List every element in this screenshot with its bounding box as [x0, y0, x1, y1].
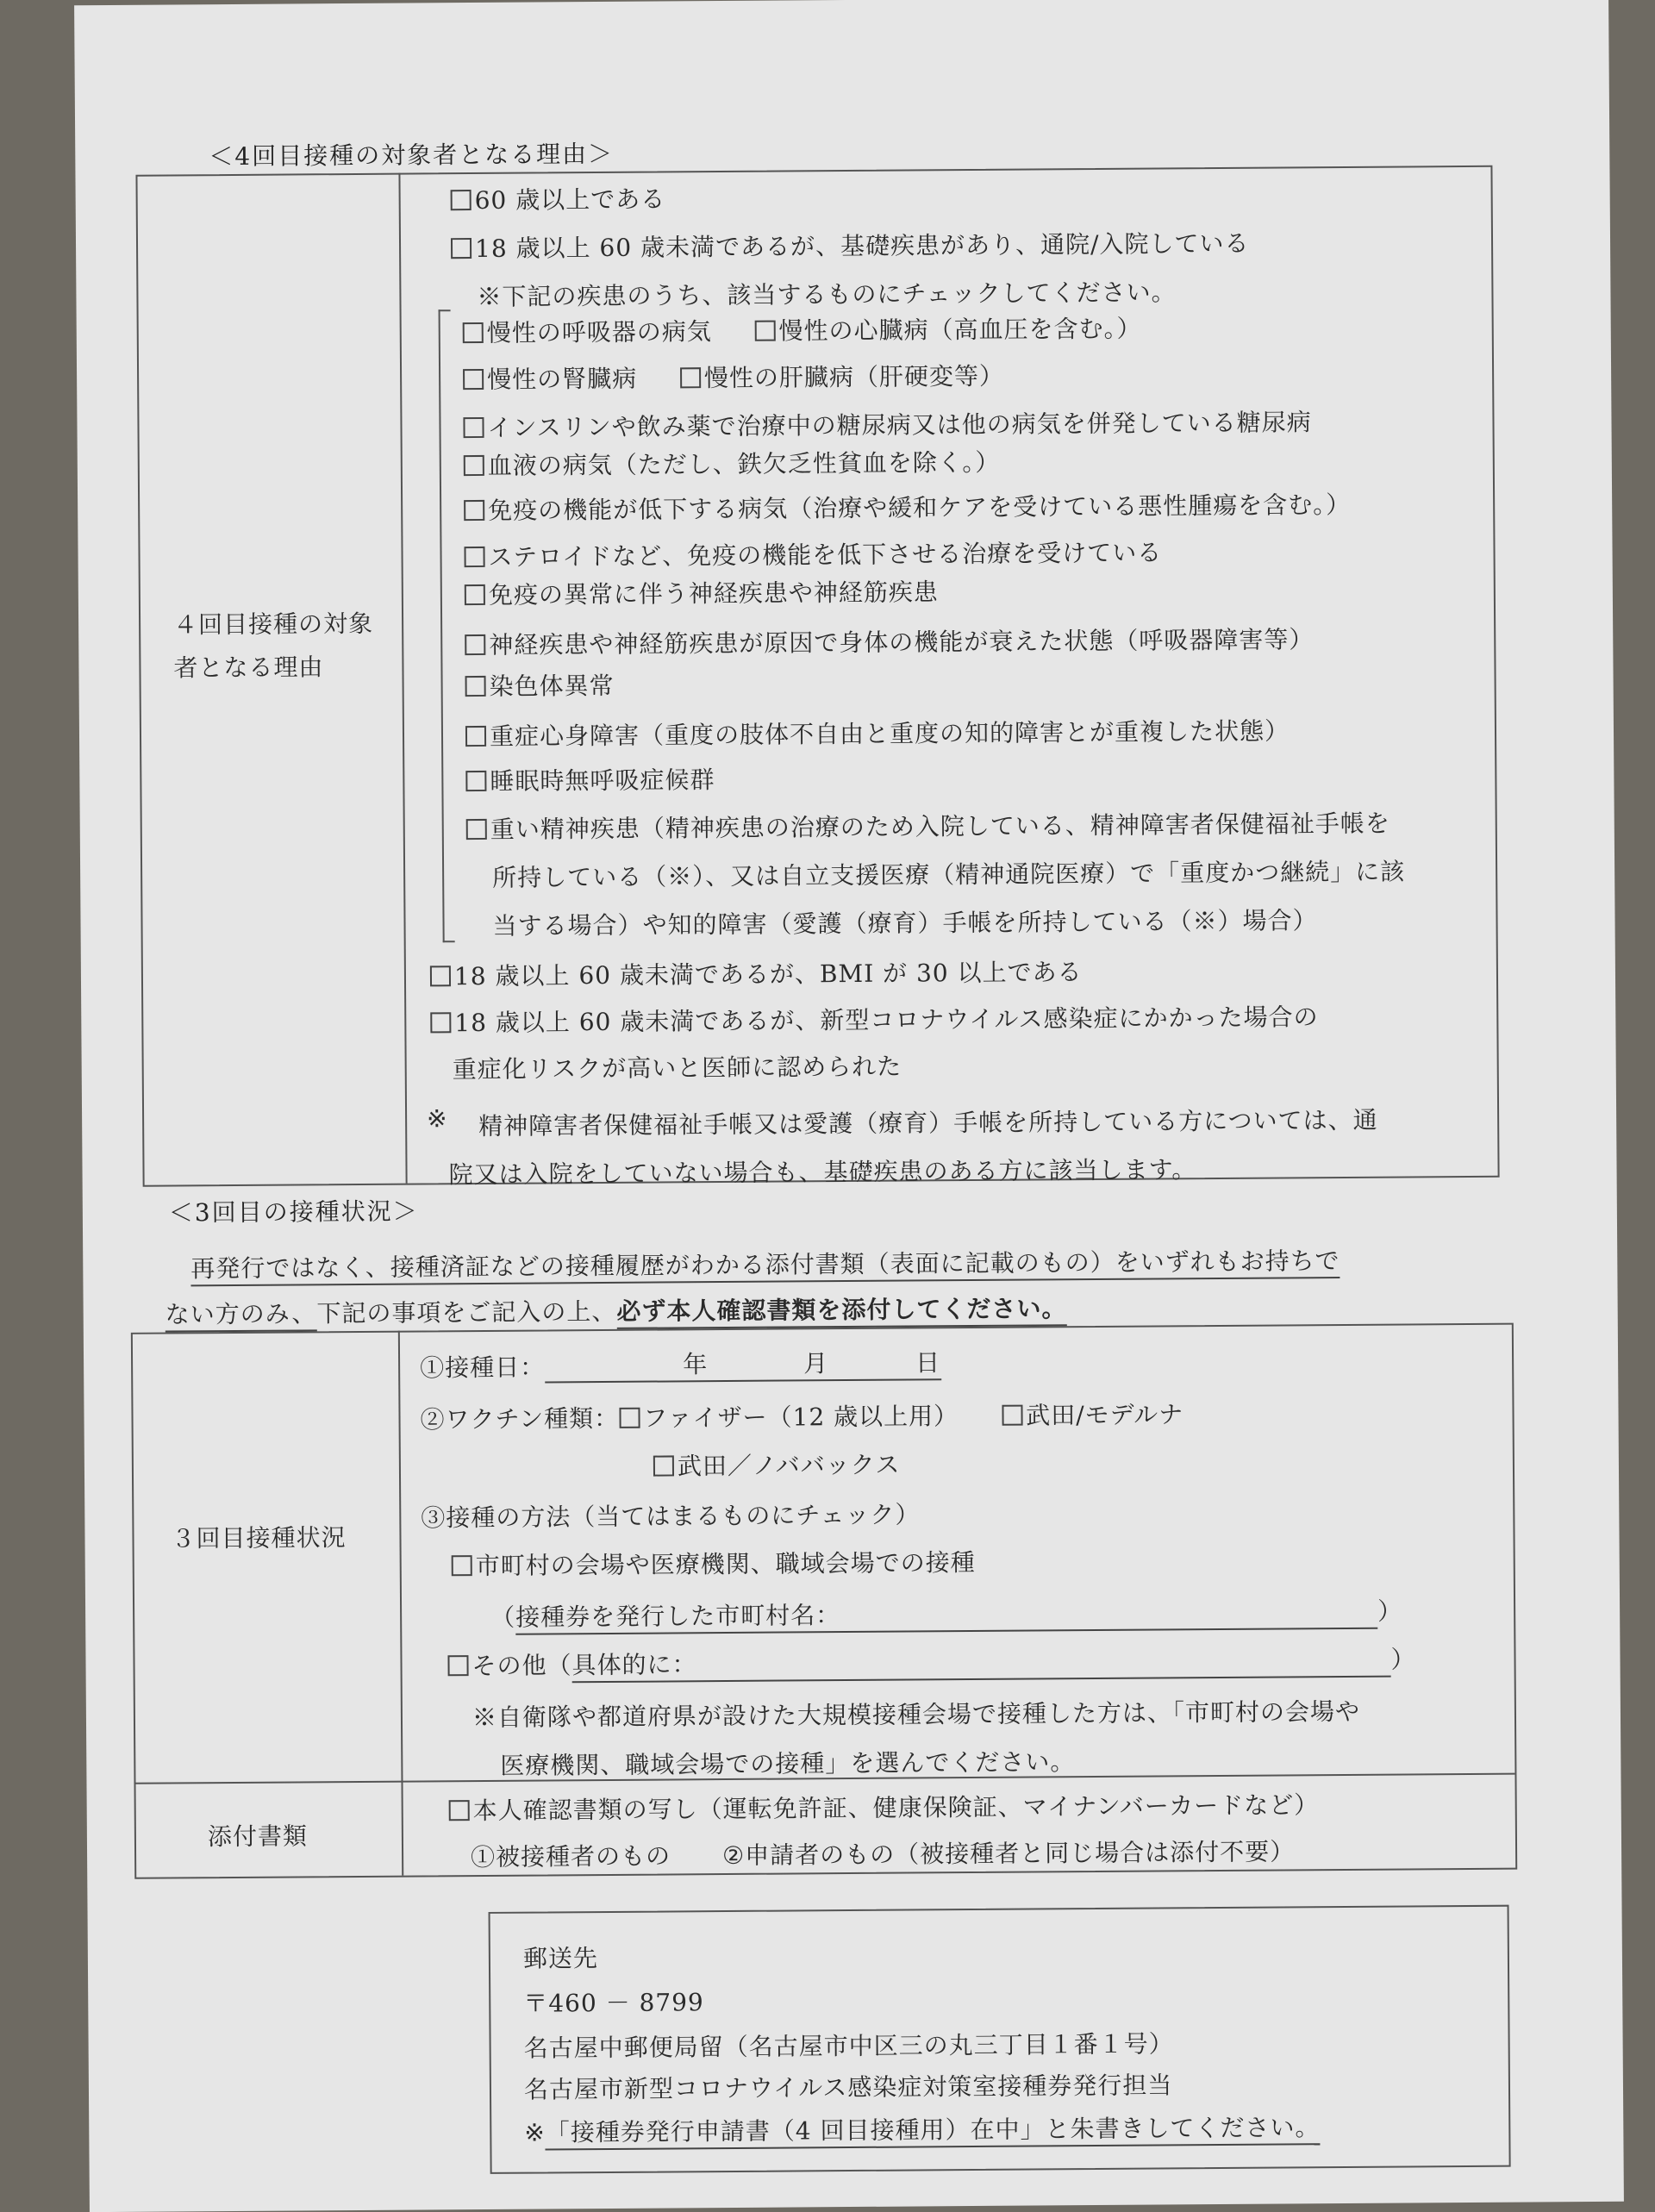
mailing-note-text: 「接種券発行申請書（4 回目接種用）在中」と朱書きしてください。 [546, 2109, 1321, 2150]
date-month-label: 月 [803, 1349, 829, 1378]
disease-row-12 [466, 805, 1390, 846]
attach-label: 添付書類 [207, 1821, 309, 1852]
disease-row-11 [465, 761, 715, 797]
option-age60 [451, 180, 666, 216]
attach-line1-label: 本人確認書類の写し（運転免許証、健康保険証、マイナンバーカードなど） [472, 1790, 1320, 1826]
disease-steroid-label: ステロイドなど、免疫の機能を低下させる治療を受けている [488, 538, 1163, 572]
vaccine-moderna-label: 武田/モデルナ [1026, 1400, 1184, 1430]
mailing-office: 名古屋中郵便局留（名古屋市中区三の丸三丁目１番１号） [523, 2029, 1174, 2063]
checkbox-id-copy[interactable] [449, 1800, 470, 1821]
intro-line2-underlined: ない方のみ、 [166, 1295, 317, 1332]
disease-row-7 [465, 573, 939, 611]
checkbox-method-other[interactable] [447, 1655, 468, 1676]
disease-chromosome-label: 染色体異常 [489, 671, 615, 701]
disease-row-6 [464, 534, 1162, 573]
checkbox-age60[interactable] [451, 190, 472, 210]
checkbox-steroid[interactable] [464, 547, 484, 567]
section2-intro-line1 [190, 1242, 1340, 1286]
disease-row-10 [465, 712, 1290, 753]
reasons-label-line2: 者となる理由 [173, 653, 324, 683]
vaccine-label: ②ワクチン種類： [420, 1403, 620, 1434]
mailing-title: 郵送先 [522, 1944, 599, 1973]
attach-applicant: ②申請者のもの（被接種者と同じ場合は添付不要） [721, 1837, 1296, 1871]
footnote-line2: 院又は入院をしていない場合も、基礎疾患のある方に該当します。 [448, 1155, 1197, 1190]
intro-line1-text: 再発行ではなく、接種済証などの接種履歴がわかる添付書類（表面に記載のもの）をいずれもお持ちで [190, 1242, 1340, 1286]
paren-close: ） [1377, 1597, 1403, 1626]
vaccine-pfizer-label: ファイザー（12 歳以上用） [643, 1402, 959, 1433]
disease-mental-line1: 重い精神疾患（精神疾患の治療のため入院している、精神障害者保健福祉手帳を [490, 809, 1390, 844]
disease-check-note: ※下記の疾患のうち、該当するものにチェックしてください。 [477, 278, 1177, 311]
checkbox-chromosome[interactable] [465, 676, 486, 697]
checkbox-basic-disease[interactable] [451, 238, 472, 259]
checkbox-respiratory[interactable] [463, 322, 484, 343]
option-age60-label: 60 歳以上である [474, 184, 666, 216]
method-note-line2: 医療機関、職域会場での接種」を選んでください。 [500, 1747, 1076, 1780]
method-other-label: その他（ [472, 1651, 572, 1681]
municipal-name-label: 接種券を発行した市町村名： [515, 1601, 841, 1632]
checkbox-immune-neuro[interactable] [465, 584, 485, 605]
footnote-mark: ※ [426, 1104, 448, 1134]
disease-immune-low-label: 免疫の機能が低下する病気（治療や緩和ケアを受けている悪性腫瘍を含む。） [488, 490, 1352, 525]
option-basic-disease-label: 18 歳以上 60 歳未満であるが、基礎疾患があり、通院/入院している [474, 228, 1250, 264]
checkbox-bmi[interactable] [430, 965, 451, 986]
checkbox-sleep-apnea[interactable] [465, 771, 486, 791]
option-risk-line1: 18 歳以上 60 歳未満であるが、新型コロナウイルス感染症にかかった場合の [454, 1003, 1319, 1038]
attach-recipient: ①被接種者のもの [470, 1841, 671, 1872]
checkbox-diabetes[interactable] [463, 417, 484, 438]
disease-mental-line3: 当する場合）や知的障害（愛護（療育）手帳を所持している（※）場合） [492, 906, 1318, 940]
date-day-label: 日 [915, 1348, 941, 1378]
other-detail-label: 具体的に： [571, 1650, 697, 1680]
mailing-note [524, 2109, 1320, 2150]
disease-row-3 [463, 403, 1311, 444]
checkbox-risk[interactable] [430, 1012, 451, 1033]
option-risk [430, 998, 1319, 1039]
disease-immune-neuro-label: 免疫の異常に伴う神経疾患や神経筋疾患 [488, 578, 939, 609]
checkbox-blood[interactable] [464, 455, 484, 476]
method-municipal [452, 1544, 976, 1582]
disease-row-2 [463, 358, 1004, 396]
mailing-dept: 名古屋市新型コロナウイルス感染症対策室接種券発行担当 [523, 2071, 1173, 2104]
disease-row-9 [465, 667, 614, 703]
checkbox-pfizer[interactable] [619, 1408, 640, 1428]
document-page [74, 0, 1624, 2212]
checkbox-method-municipal[interactable] [452, 1555, 472, 1576]
checkbox-moderna[interactable] [1002, 1405, 1022, 1426]
option-bmi [430, 953, 1083, 992]
disease-row-5 [464, 486, 1351, 527]
intro-line2-plain: 下記の事項をご記入の上、 [316, 1297, 617, 1328]
section2-intro-line2 [166, 1290, 1067, 1332]
method-note-line1: ※自衛隊や都道府県が設けた大規模接種会場で接種した方は、「市町村の会場や [472, 1696, 1361, 1733]
vaccine-row-1 [420, 1396, 1183, 1435]
intro-line2-bold: 必ず本人確認書類を添付してください。 [616, 1290, 1066, 1329]
disease-neuro-function-label: 神経疾患や神経筋疾患が原因で身体の機能が衰えた状態（呼吸器障害等） [489, 625, 1315, 659]
disease-heart-label: 慢性の心臓病（高血圧を含む。） [778, 314, 1142, 346]
status-label: ３回目接種状況 [171, 1523, 347, 1553]
disease-row-1 [463, 310, 1142, 349]
checkbox-mental[interactable] [466, 819, 487, 840]
footnote-line1: 精神障害者保健福祉手帳又は愛護（療育）手帳を所持している方については、通 [478, 1105, 1378, 1141]
method-label: ③接種の方法（当てはまるものにチェック） [421, 1500, 921, 1533]
disease-respiratory-label: 慢性の呼吸器の病気 [486, 317, 712, 347]
date-input[interactable] [545, 1348, 941, 1383]
vaccine-novavax-label: 武田／ノババックス [677, 1450, 901, 1481]
method-municipal-label: 市町村の会場や医療機関、職域会場での接種 [475, 1547, 976, 1581]
disease-row-8 [465, 621, 1314, 661]
disease-sleep-apnea-label: 睡眠時無呼吸症候群 [490, 765, 715, 796]
mailing-note-mark: ※ [524, 2118, 546, 2147]
option-risk-line2: 重症化リスクが高いと医師に認められた [452, 1052, 902, 1084]
attach-line1 [449, 1786, 1320, 1827]
other-detail-input[interactable] [571, 1641, 1390, 1684]
municipal-name-input[interactable] [515, 1593, 1377, 1635]
paren-open: （ [490, 1603, 516, 1632]
option-bmi-label: 18 歳以上 60 歳未満であるが、BMI が 30 以上である [453, 958, 1083, 991]
date-row [420, 1346, 941, 1384]
checkbox-liver[interactable] [680, 367, 701, 388]
section1-heading: ＜4回目接種の対象者となる理由＞ [209, 139, 615, 172]
disease-severe-disability-label: 重症心身障害（重度の肢体不自由と重度の知的障害とが重複した状態） [489, 716, 1290, 751]
attach-line2 [471, 1833, 1295, 1873]
checkbox-neuro-function[interactable] [465, 634, 485, 655]
disease-liver-label: 慢性の肝臓病（肝硬変等） [703, 361, 1005, 393]
checkbox-severe-disability[interactable] [465, 726, 486, 747]
mailing-postal: 〒460 － 8799 [523, 1988, 704, 2018]
disease-blood-label: 血液の病気（ただし、鉄欠乏性貧血を除く。） [487, 447, 1001, 480]
method-other [447, 1640, 1415, 1684]
checkbox-novavax[interactable] [653, 1455, 674, 1476]
disease-kidney-label: 慢性の腎臓病 [487, 364, 638, 394]
vaccine-row-2 [653, 1447, 901, 1483]
paren-close: ） [1390, 1645, 1416, 1674]
option-basic-disease [451, 225, 1250, 265]
date-label: ①接種日： [420, 1353, 546, 1383]
checkbox-immune-low[interactable] [464, 500, 484, 521]
checkbox-heart[interactable] [754, 321, 775, 341]
disease-diabetes-label: インスリンや飲み薬で治療中の糖尿病又は他の病気を併発している糖尿病 [487, 408, 1312, 442]
reasons-label-line1: ４回目接種の対象 [172, 609, 374, 640]
municipal-name-row [490, 1593, 1402, 1635]
checkbox-kidney[interactable] [463, 369, 484, 390]
disease-mental-line2: 所持している（※）、又は自立支援医療（精神通院医療）で「重度かつ継続」に該 [492, 857, 1406, 892]
disease-row-4 [464, 444, 1001, 482]
date-year-label: 年 [683, 1350, 709, 1379]
section2-heading: ＜3回目の接種状況＞ [168, 1197, 419, 1228]
